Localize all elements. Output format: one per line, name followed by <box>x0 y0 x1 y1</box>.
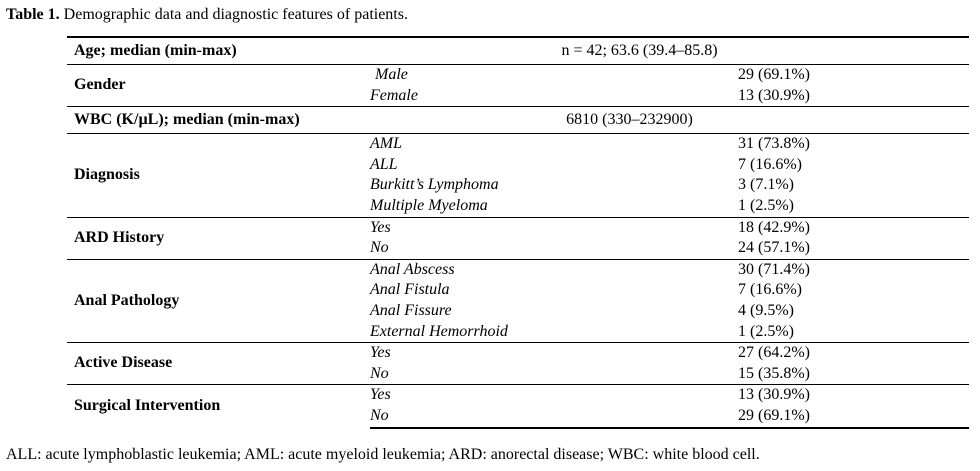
row-value: 29 (69.1%) <box>645 406 969 428</box>
row-value: 1 (2.5%) <box>738 196 794 214</box>
row-label-ard: ARD History <box>67 217 370 259</box>
row-value: 1 (2.5%) <box>738 322 794 340</box>
demographics-table <box>67 36 969 429</box>
row-value: 4 (9.5%) <box>738 301 794 319</box>
row-label-surgical-intervention: Surgical Intervention <box>67 385 370 428</box>
table-caption <box>6 6 408 24</box>
table-row <box>67 134 969 155</box>
row-sub-label: Yes <box>370 217 645 238</box>
row-value: 31 (73.8%) <box>645 134 969 155</box>
row-sub-label: Multiple Myeloma <box>370 196 488 214</box>
row-sub-label: Burkitt’s Lymphoma <box>370 176 499 194</box>
row-sub-label: ALL <box>370 155 398 173</box>
row-sub-label: No <box>370 406 645 428</box>
row-value: 7 (16.6%) <box>738 281 802 299</box>
table-row <box>67 343 969 364</box>
table-caption-text: Demographic data and diagnostic features of patients. <box>59 6 408 23</box>
row-sub-label: No <box>370 364 389 382</box>
row-value: 24 (57.1%) <box>738 239 810 257</box>
row-label-age: Age; median (min-max) <box>67 37 370 65</box>
table-row <box>67 259 969 280</box>
row-label-diagnosis: Diagnosis <box>67 134 370 217</box>
row-sub-label: Male <box>370 65 645 86</box>
row-value: 18 (42.9%) <box>645 217 969 238</box>
table-row <box>67 217 969 238</box>
table-row-age <box>67 37 969 65</box>
row-value-wbc: 6810 (330–232900) <box>370 107 969 134</box>
row-value: 29 (69.1%) <box>645 65 969 86</box>
row-sub-label: Anal Abscess <box>370 259 645 280</box>
table-row <box>67 65 969 86</box>
table-caption-label: Table 1. <box>6 6 60 23</box>
row-value: 30 (71.4%) <box>645 259 969 280</box>
row-value: 15 (35.8%) <box>738 364 810 382</box>
row-value: 3 (7.1%) <box>738 176 794 194</box>
row-value: 13 (30.9%) <box>738 86 810 104</box>
row-label-active-disease: Active Disease <box>67 343 370 385</box>
row-sub-label: No <box>370 239 389 257</box>
row-sub-label: Female <box>370 86 418 104</box>
row-value: 13 (30.9%) <box>645 385 969 406</box>
row-sub-label: AML <box>370 134 645 155</box>
row-value: 27 (64.2%) <box>645 343 969 364</box>
table-row <box>67 385 969 406</box>
row-value-age: n = 42; 63.6 (39.4–85.8) <box>370 37 969 65</box>
row-sub-label: Anal Fissure <box>370 301 452 319</box>
row-label-anal-pathology: Anal Pathology <box>67 259 370 342</box>
table-footnote: ALL: acute lymphoblastic leukemia; AML: acute myeloid leukemia; ARD: anorectal disease; WBC: white blood cell. <box>6 446 760 463</box>
row-sub-label: Anal Fistula <box>370 281 450 299</box>
table-row-wbc <box>67 107 969 134</box>
row-sub-label: Yes <box>370 343 645 364</box>
row-label-wbc: WBC (K/µL); median (min-max) <box>67 107 370 134</box>
row-label-gender: Gender <box>67 65 370 107</box>
row-sub-label: External Hemorrhoid <box>370 322 508 340</box>
row-sub-label: Yes <box>370 385 645 406</box>
row-value: 7 (16.6%) <box>738 155 802 173</box>
